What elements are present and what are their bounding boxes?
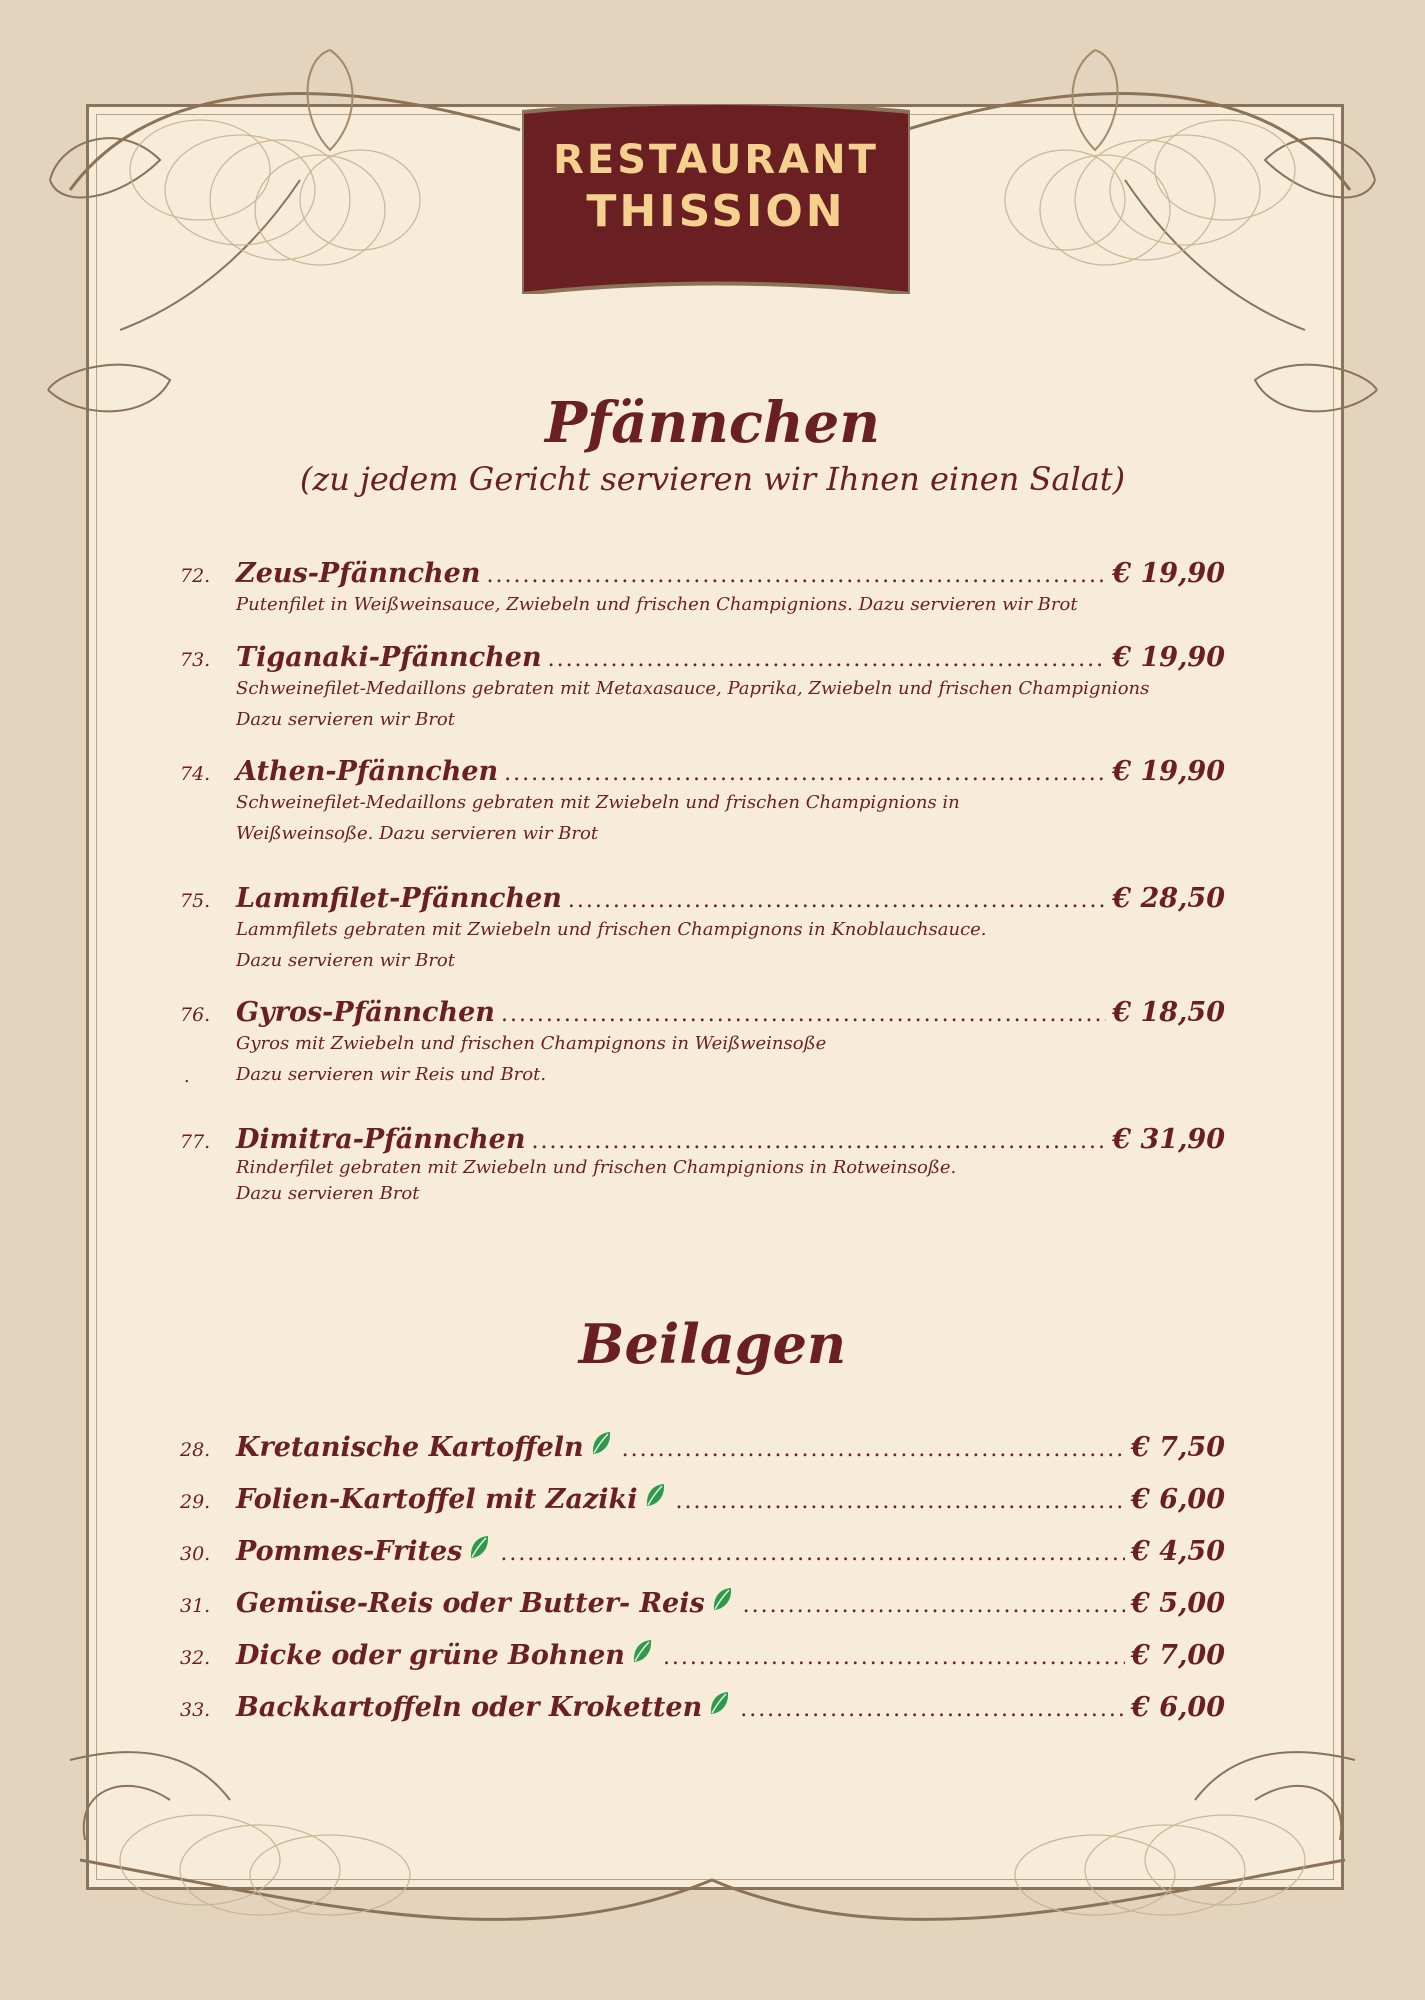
section-title-beilagen: Beilagen: [578, 1312, 847, 1376]
item-price: € 18,50: [1112, 997, 1225, 1028]
banner-line-1: RESTAURANT: [553, 137, 879, 183]
side-dish-item: [180, 1534, 1225, 1567]
item-name: Zeus-Pfännchen: [236, 558, 481, 589]
item-price: € 4,50: [1131, 1536, 1225, 1567]
item-description: Lammfilets gebraten mit Zwiebeln und frischen Champignons in Knoblauchsauce. Dazu servieren wir Brot: [236, 919, 987, 971]
section-subtitle-pfannchen: (zu jedem Gericht servieren wir Ihnen einen Salat): [299, 460, 1126, 498]
vegetarian-leaf-icon: [631, 1638, 653, 1664]
item-name: Athen-Pfännchen: [236, 756, 499, 787]
dot-leader: [548, 647, 1107, 672]
item-name: Dimitra-Pfännchen: [236, 1124, 526, 1155]
dot-leader: [486, 563, 1106, 588]
item-price: € 6,00: [1131, 1692, 1225, 1723]
item-price: € 31,90: [1112, 1124, 1225, 1155]
side-dish-item: [180, 1586, 1225, 1619]
menu-item: [180, 642, 1225, 735]
item-number: 32.: [180, 1647, 211, 1669]
item-description: Gyros mit Zwiebeln und frischen Champignons in Weißweinsoße Dazu servieren wir Reis und Brot.: [236, 1033, 827, 1085]
vegetarian-leaf-icon: [708, 1690, 730, 1716]
vegetarian-leaf-icon: [711, 1586, 733, 1612]
dot-leader: [663, 1645, 1125, 1670]
item-number: 29.: [180, 1491, 211, 1513]
vegetarian-leaf-icon: [590, 1430, 612, 1456]
menu-item: [180, 883, 1225, 976]
menu-item: [180, 997, 1225, 1090]
item-price: € 19,90: [1112, 558, 1225, 589]
side-dish-item: [180, 1638, 1225, 1671]
dot-leader: [676, 1489, 1126, 1514]
menu-item: [180, 558, 1225, 620]
menu-item: [180, 1124, 1225, 1207]
item-name: Dicke oder grüne Bohnen: [236, 1640, 625, 1671]
item-name: Gemüse-Reis oder Butter- Reis: [236, 1588, 705, 1619]
side-dish-item: [180, 1482, 1225, 1515]
item-number: 77.: [180, 1131, 211, 1153]
item-name: Tiganaki-Pfännchen: [236, 642, 542, 673]
item-description: Rinderfilet gebraten mit Zwiebeln und frischen Champignions in Rotweinsoße. Dazu servieren Brot: [236, 1157, 957, 1204]
vegetarian-leaf-icon: [644, 1482, 666, 1508]
item-name: Lammfilet-Pfännchen: [236, 883, 562, 914]
item-name: Folien-Kartoffel mit Zaziki: [236, 1484, 638, 1515]
item-number: 76.: [180, 1004, 211, 1026]
restaurant-name: [522, 137, 910, 237]
side-dish-item: [180, 1690, 1225, 1723]
item-description: Schweinefilet-Medaillons gebraten mit Zwiebeln und frischen Champignions in Weißweinsoße. Dazu servieren wir Brot: [236, 792, 960, 844]
item-price: € 19,90: [1112, 756, 1225, 787]
vegetarian-leaf-icon: [468, 1534, 490, 1560]
item-price: € 7,00: [1131, 1640, 1225, 1671]
item-number: 75.: [180, 890, 211, 912]
dot-leader: [500, 1541, 1125, 1566]
stray-dot: .: [184, 1066, 190, 1087]
item-price: € 5,00: [1131, 1588, 1225, 1619]
dot-leader: [501, 1002, 1106, 1027]
item-name: Gyros-Pfännchen: [236, 997, 495, 1028]
item-number: 31.: [180, 1595, 211, 1617]
item-name: Kretanische Kartoffeln: [236, 1432, 584, 1463]
item-number: 74.: [180, 763, 211, 785]
menu-item: [180, 756, 1225, 849]
banner-line-2: THISSION: [586, 186, 846, 237]
item-name: Backkartoffeln oder Kroketten: [236, 1692, 703, 1723]
item-price: € 6,00: [1131, 1484, 1225, 1515]
dot-leader: [622, 1437, 1125, 1462]
dot-leader: [743, 1593, 1125, 1618]
item-number: 30.: [180, 1543, 211, 1565]
dot-leader: [504, 761, 1106, 786]
dot-leader: [531, 1129, 1106, 1154]
section-title-pfannchen: Pfännchen: [544, 390, 881, 456]
item-description: Schweinefilet-Medaillons gebraten mit Metaxasauce, Paprika, Zwiebeln und frischen Champignions Dazu servieren wir Brot: [236, 678, 1150, 730]
dot-leader: [568, 888, 1106, 913]
restaurant-banner: [522, 104, 910, 294]
item-number: 28.: [180, 1439, 211, 1461]
item-number: 33.: [180, 1699, 211, 1721]
item-name: Pommes-Frites: [236, 1536, 463, 1567]
item-number: 73.: [180, 649, 211, 671]
side-dish-item: [180, 1430, 1225, 1463]
item-price: € 7,50: [1131, 1432, 1225, 1463]
item-description: Putenfilet in Weißweinsauce, Zwiebeln und frischen Champignions. Dazu servieren wir Brot: [236, 594, 1078, 615]
dot-leader: [740, 1697, 1125, 1722]
item-number: 72.: [180, 565, 211, 587]
item-price: € 19,90: [1112, 642, 1225, 673]
item-price: € 28,50: [1112, 883, 1225, 914]
